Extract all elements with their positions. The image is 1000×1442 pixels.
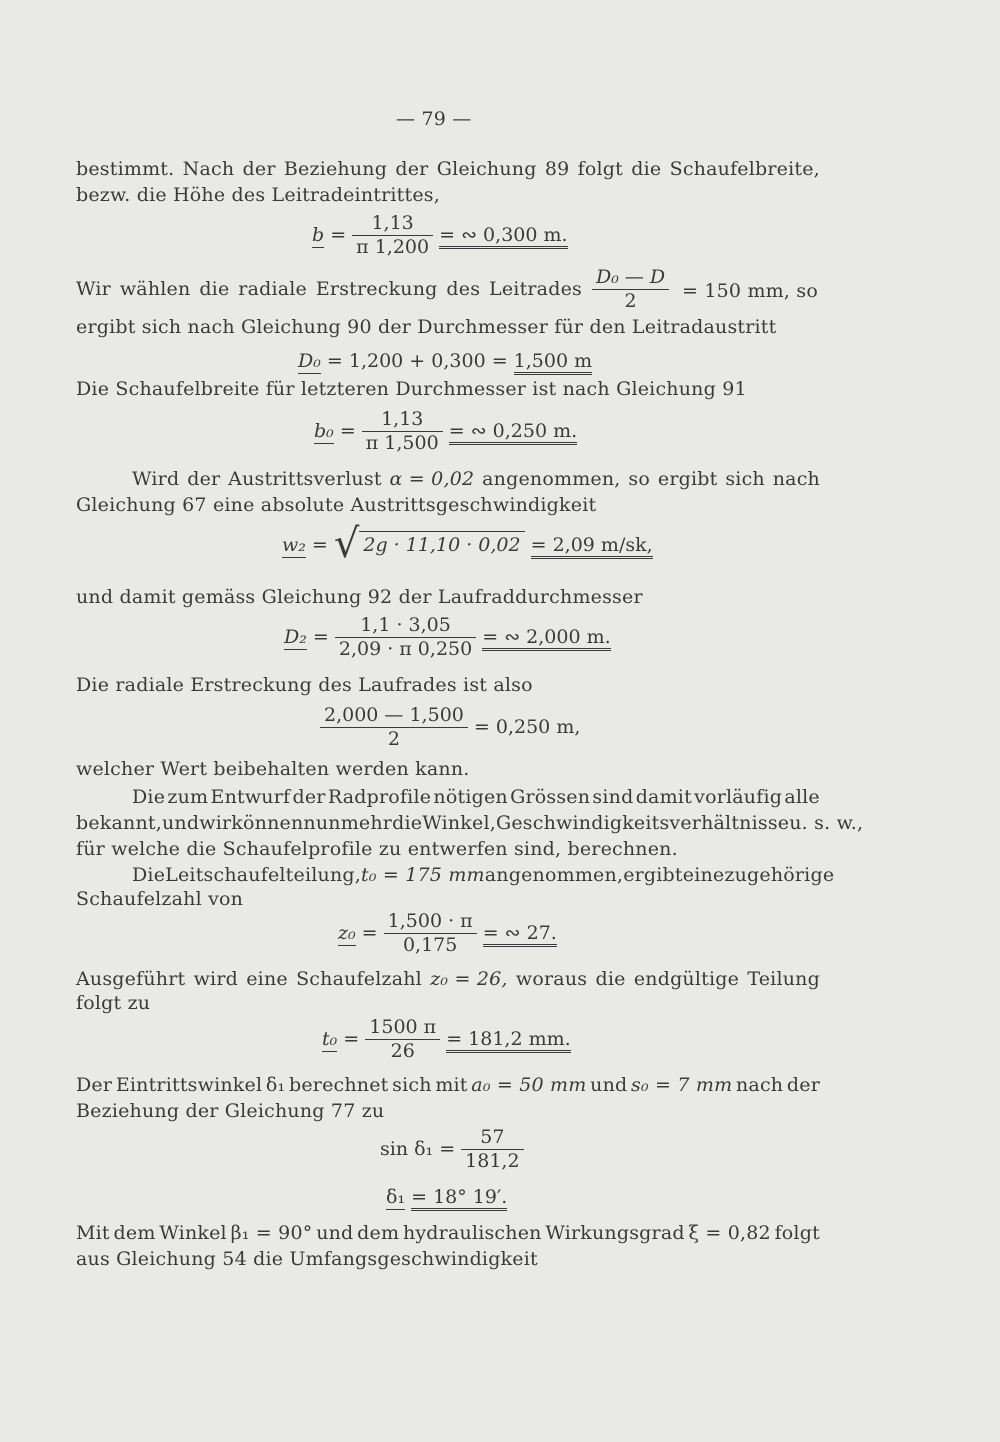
text-line-14: Die Leitschaufelteilung, t₀ = 175 mm angenommen, ergibt eine zugehörige <box>132 864 835 886</box>
text-line-9: Die radiale Erstreckung des Laufrades ist also <box>76 674 533 696</box>
equation-4: w₂ = √ 2g · 11,10 · 0,02 = 2,09 m/sk, <box>282 521 653 567</box>
page-number: — 79 — <box>396 108 472 130</box>
text-line-2: bezw. die Höhe des Leitradeintrittes, <box>76 184 440 206</box>
text-line-6: Wird der Austrittsverlust α = 0,02 angenommen, so ergibt sich nach <box>132 468 820 490</box>
text-line-20: Mit dem Winkel β₁ = 90° und dem hydraulischen Wirkungsgrad ξ = 0,82 folgt <box>76 1222 820 1244</box>
text-line-7: Gleichung 67 eine absolute Austrittsgeschwindigkeit <box>76 494 597 516</box>
equation-10: δ₁ = 18° 19′. <box>386 1186 507 1208</box>
equation-2: D₀ = 1,200 + 0,300 = 1,500 m <box>298 350 592 372</box>
text-line-12: bekannt, und wir können nunmehr die Winkel, Geschwindigkeitsverhältnisse u. s. w., <box>76 812 864 834</box>
text-line-13: für welche die Schaufelprofile zu entwerfen sind, berechnen. <box>76 838 678 860</box>
equation-9: sin δ₁ = $\frac{57}{181,2}$ <box>380 1126 524 1174</box>
equation-radial: $\frac{\text{D₀ — D}}{2}$ <box>592 266 669 314</box>
text-line-15: Schaufelzahl von <box>76 888 244 910</box>
text-line-11: Die zum Entwurf der Radprofile nötigen Grössen sind damit vorläufig alle <box>132 786 820 808</box>
text-line-5: Die Schaufelbreite für letzteren Durchmesser ist nach Gleichung 91 <box>76 378 747 400</box>
text-line-16: Ausgeführt wird eine Schaufelzahl z₀ = 26, woraus die endgültige Teilung <box>76 968 820 990</box>
equation-5: D₂ = $\frac{1,1 \cdot 3,05}{2,09 \cdot \pi 0,250}$ = ∾ 2,000 m. <box>284 614 611 660</box>
equation-6: $\frac{2,000 — 1,500}{2}$ = 0,250 m, <box>320 704 580 752</box>
text-line-19: Beziehung der Gleichung 77 zu <box>76 1100 385 1122</box>
equation-7: z₀ = $\frac{1,500 \cdot \pi}{0,175}$ = ∾ 27. <box>338 910 557 956</box>
text-line-1: bestimmt. Nach der Beziehung der Gleichung 89 folgt die Schaufelbreite, <box>76 158 820 180</box>
text-line-18: Der Eintrittswinkel δ₁ berechnet sich mit a₀ = 50 mm und s₀ = 7 mm nach der <box>76 1074 820 1096</box>
text-line-8: und damit gemäss Gleichung 92 der Laufraddurchmesser <box>76 586 643 608</box>
text-line-4: ergibt sich nach Gleichung 90 der Durchmesser für den Leitradaustritt <box>76 316 777 338</box>
equation-1: b = $\frac{1,13}{\pi 1,200}$ = ∾ 0,300 m. <box>312 212 568 258</box>
text-line-10: welcher Wert beibehalten werden kann. <box>76 758 470 780</box>
equation-3: b₀ = $\frac{1,13}{\pi 1,500}$ = ∾ 0,250 m. <box>314 408 578 454</box>
text-line-21: aus Gleichung 54 die Umfangsgeschwindigkeit <box>76 1248 538 1270</box>
text-line-17: folgt zu <box>76 992 151 1014</box>
text-line-3: Wir wählen die radiale Erstreckung des Leitrades <box>76 278 582 300</box>
text-line-3-end: = 150 mm, so <box>682 280 818 302</box>
equation-8: t₀ = $\frac{1500 \pi}{26}$ = 181,2 mm. <box>322 1016 571 1062</box>
